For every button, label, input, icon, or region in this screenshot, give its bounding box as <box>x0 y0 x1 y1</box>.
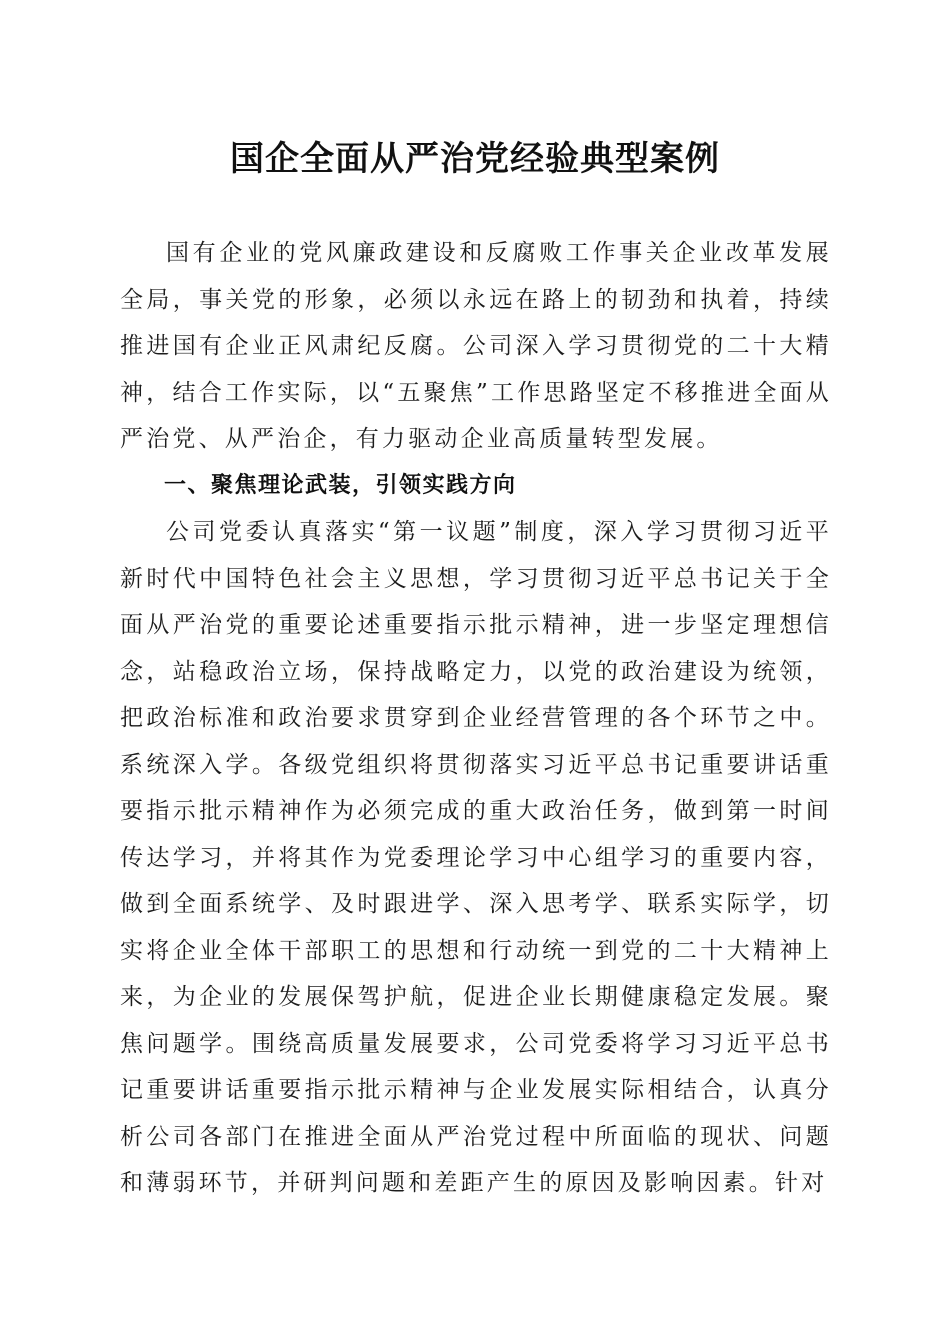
document-title: 国企全面从严治党经验典型案例 <box>230 139 720 179</box>
document-body <box>120 230 832 1207</box>
intro-paragraph: 国有企业的党风廉政建设和反腐败工作事关企业改革发展全局，事关党的形象，必须以永远在路上的韧劲和执着，持续推进国有企业正风肃纪反腐。公司深入学习贯彻党的二十大精神，结合工作实际，以“五聚焦”工作思路坚定不移推进全面从严治党、从严治企，有力驱动企业高质量转型发展。 <box>120 240 832 452</box>
section-heading: 一、聚焦理论武装，引领实践方向 <box>164 472 517 498</box>
section-paragraph: 公司党委认真落实“第一议题”制度，深入学习贯彻习近平新时代中国特色社会主义思想，学习贯彻习近平总书记关于全面从严治党的重要论述重要指示批示精神，进一步坚定理想信念，站稳政治立场，保持战略定力，以党的政治建设为统领，把政治标准和政治要求贯穿到企业经营管理的各个环节之中。系统深入学。各级党组织将贯彻落实习近平总书记重要讲话重要指示批示精神作为必须完成的重大政治任务，做到第一时间传达学习，并将其作为党委理论学习中心组学习的重要内容，做到全面系统学、及时跟进学、深入思考学、联系实际学，切实将企业全体干部职工的思想和行动统一到党的二十大精神上来，为企业的发展保驾护航，促进企业长期健康稳定发展。聚焦问题学。围绕高质量发展要求，公司党委将学习习近平总书记重要讲话重要指示批示精神与企业发展实际相结合，认真分析公司各部门在推进全面从严治党过程中所面临的现状、问题和薄弱环节，并研判问题和差距产生的原因及影响因素。针对 <box>120 519 832 1196</box>
